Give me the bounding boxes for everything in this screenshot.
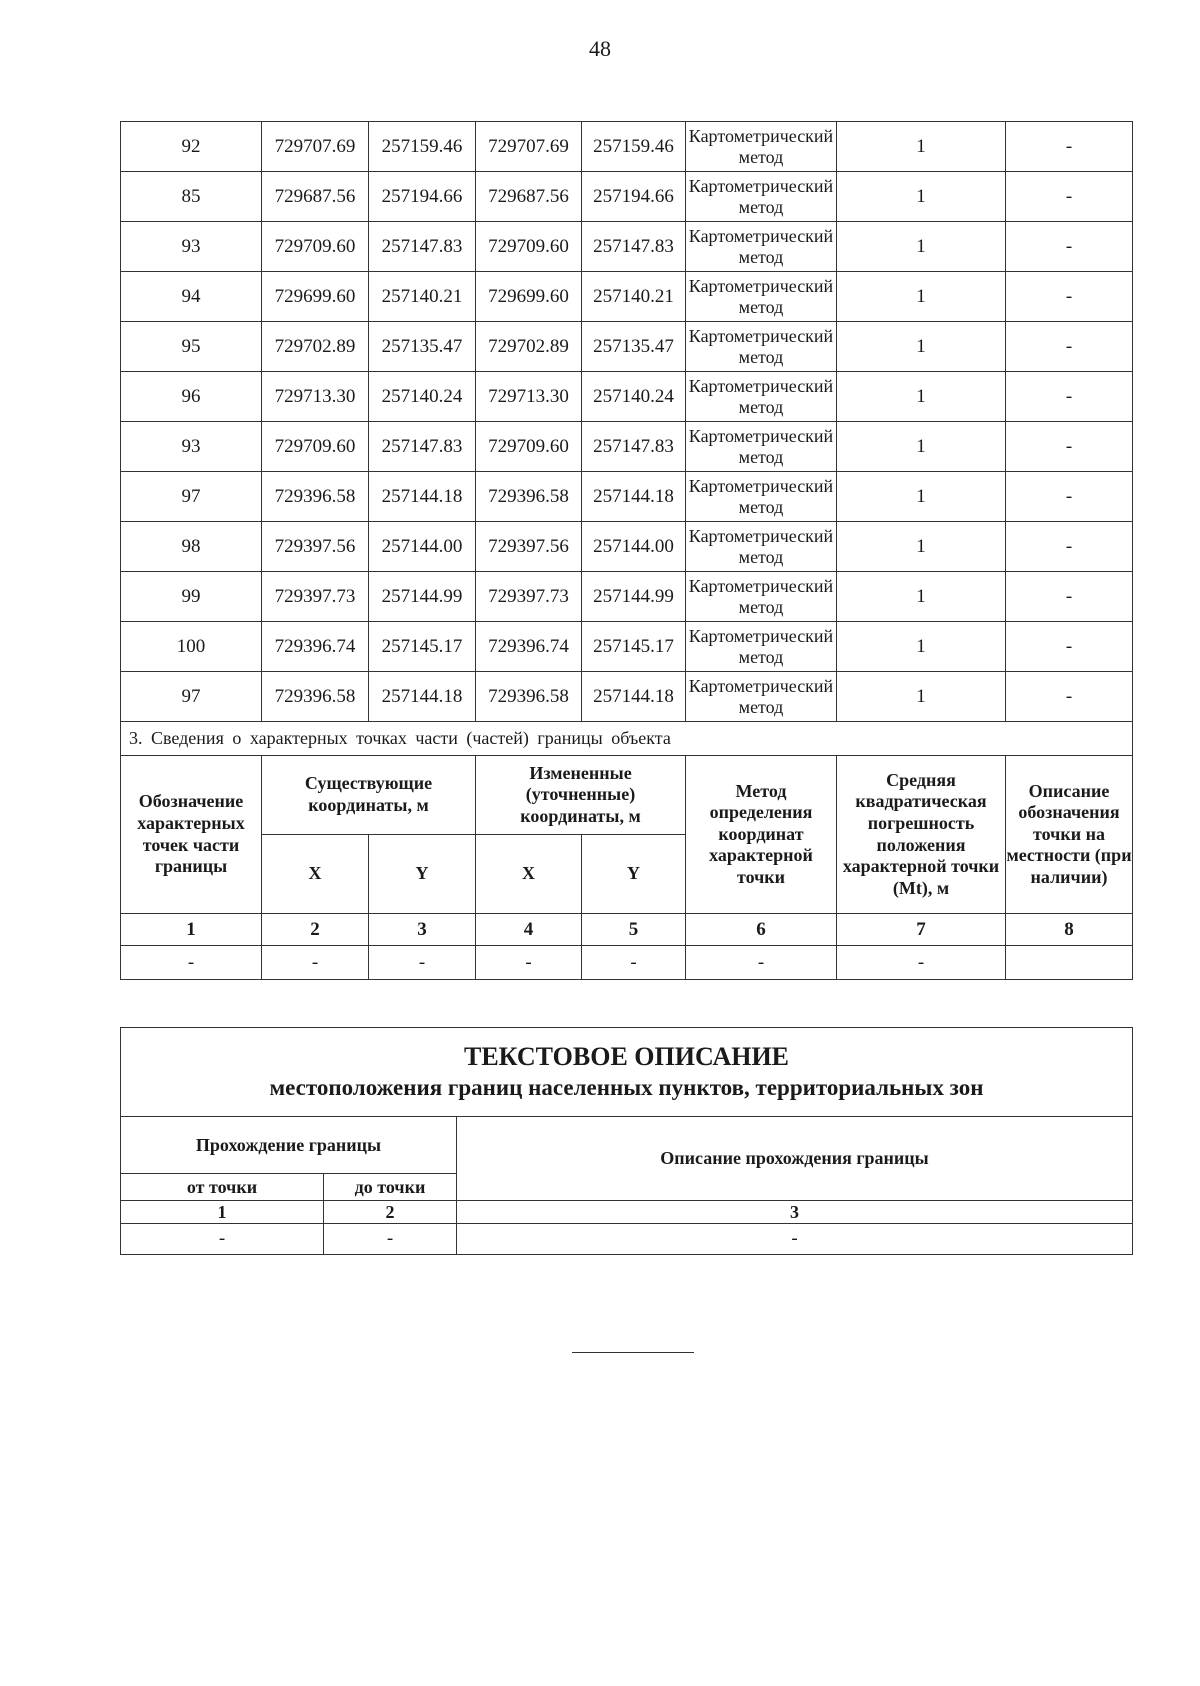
header-changed-x: X bbox=[476, 835, 582, 914]
description-cell: - bbox=[1006, 472, 1133, 522]
table-row bbox=[121, 672, 1133, 722]
accuracy-cell: 1 bbox=[837, 222, 1006, 272]
method-cell: Картометрический метод bbox=[686, 472, 837, 522]
point-cell: 93 bbox=[121, 422, 262, 472]
header-description: Описание обозначения точки на местности (при наличии) bbox=[1006, 756, 1133, 914]
header-existing-y: Y bbox=[369, 835, 476, 914]
column-number: 2 bbox=[262, 914, 369, 946]
method-cell: Картометрический метод bbox=[686, 522, 837, 572]
column-number: 3 bbox=[369, 914, 476, 946]
point-cell: 92 bbox=[121, 122, 262, 172]
accuracy-cell: 1 bbox=[837, 322, 1006, 372]
changed-x-cell: 729707.69 bbox=[476, 122, 582, 172]
description-cell: - bbox=[1006, 222, 1133, 272]
changed-y-cell: 257140.24 bbox=[582, 372, 686, 422]
existing-x-cell: 729699.60 bbox=[262, 272, 369, 322]
method-cell: Картометрический метод bbox=[686, 222, 837, 272]
point-cell: 96 bbox=[121, 372, 262, 422]
column-number: 7 bbox=[837, 914, 1006, 946]
column-number: 6 bbox=[686, 914, 837, 946]
accuracy-cell: 1 bbox=[837, 622, 1006, 672]
description-cell: - bbox=[1006, 272, 1133, 322]
point-cell: 95 bbox=[121, 322, 262, 372]
empty-cell: - bbox=[686, 946, 837, 980]
desc-column-numbers-row bbox=[121, 1201, 1133, 1224]
table-row bbox=[121, 172, 1133, 222]
changed-x-cell: 729397.73 bbox=[476, 572, 582, 622]
empty-cell: - bbox=[121, 946, 262, 980]
column-number: 5 bbox=[582, 914, 686, 946]
changed-x-cell: 729699.60 bbox=[476, 272, 582, 322]
document-subtitle: местоположения границ населенных пунктов, территориальных зон bbox=[269, 1074, 984, 1100]
table-row bbox=[121, 522, 1133, 572]
description-cell: - bbox=[1006, 522, 1133, 572]
existing-y-cell: 257144.00 bbox=[369, 522, 476, 572]
existing-x-cell: 729707.69 bbox=[262, 122, 369, 172]
point-cell: 99 bbox=[121, 572, 262, 622]
point-cell: 100 bbox=[121, 622, 262, 672]
column-number: 1 bbox=[121, 1201, 324, 1224]
table-row bbox=[121, 272, 1133, 322]
table-row bbox=[121, 122, 1133, 172]
column-number: 1 bbox=[121, 914, 262, 946]
changed-x-cell: 729709.60 bbox=[476, 222, 582, 272]
table-row bbox=[121, 222, 1133, 272]
existing-y-cell: 257194.66 bbox=[369, 172, 476, 222]
empty-cell: - bbox=[369, 946, 476, 980]
header-method: Метод определения координат характерной точки bbox=[686, 756, 837, 914]
empty-cell: - bbox=[476, 946, 582, 980]
changed-y-cell: 257144.18 bbox=[582, 672, 686, 722]
description-cell: - bbox=[1006, 672, 1133, 722]
method-cell: Картометрический метод bbox=[686, 422, 837, 472]
changed-y-cell: 257147.83 bbox=[582, 222, 686, 272]
changed-x-cell: 729713.30 bbox=[476, 372, 582, 422]
document-title: ТЕКСТОВОЕ ОПИСАНИЕ bbox=[464, 1042, 790, 1072]
description-cell: - bbox=[1006, 372, 1133, 422]
existing-y-cell: 257135.47 bbox=[369, 322, 476, 372]
header-existing-x: X bbox=[262, 835, 369, 914]
existing-x-cell: 729396.58 bbox=[262, 672, 369, 722]
accuracy-cell: 1 bbox=[837, 422, 1006, 472]
table-row bbox=[121, 572, 1133, 622]
changed-y-cell: 257147.83 bbox=[582, 422, 686, 472]
header-to-point: до точки bbox=[324, 1174, 457, 1201]
text-description-title-block bbox=[121, 1028, 1133, 1117]
method-cell: Картометрический метод bbox=[686, 672, 837, 722]
point-cell: 98 bbox=[121, 522, 262, 572]
description-cell: - bbox=[1006, 622, 1133, 672]
empty-cell: - bbox=[457, 1224, 1133, 1255]
description-cell: - bbox=[1006, 322, 1133, 372]
accuracy-cell: 1 bbox=[837, 572, 1006, 622]
changed-x-cell: 729396.74 bbox=[476, 622, 582, 672]
accuracy-cell: 1 bbox=[837, 672, 1006, 722]
existing-x-cell: 729687.56 bbox=[262, 172, 369, 222]
existing-y-cell: 257145.17 bbox=[369, 622, 476, 672]
method-cell: Картометрический метод bbox=[686, 622, 837, 672]
accuracy-cell: 1 bbox=[837, 372, 1006, 422]
existing-x-cell: 729396.58 bbox=[262, 472, 369, 522]
method-cell: Картометрический метод bbox=[686, 272, 837, 322]
table-row bbox=[121, 372, 1133, 422]
changed-y-cell: 257159.46 bbox=[582, 122, 686, 172]
existing-y-cell: 257144.18 bbox=[369, 672, 476, 722]
column-number: 8 bbox=[1006, 914, 1133, 946]
header-changed-coords: Измененные (уточненные) координаты, м bbox=[476, 756, 686, 835]
existing-x-cell: 729713.30 bbox=[262, 372, 369, 422]
desc-empty-row bbox=[121, 1224, 1133, 1255]
accuracy-cell: 1 bbox=[837, 272, 1006, 322]
section-3-empty-row bbox=[121, 946, 1133, 980]
existing-y-cell: 257147.83 bbox=[369, 222, 476, 272]
changed-y-cell: 257140.21 bbox=[582, 272, 686, 322]
point-cell: 93 bbox=[121, 222, 262, 272]
changed-x-cell: 729702.89 bbox=[476, 322, 582, 372]
existing-y-cell: 257144.99 bbox=[369, 572, 476, 622]
point-cell: 85 bbox=[121, 172, 262, 222]
table-row bbox=[121, 622, 1133, 672]
description-cell: - bbox=[1006, 572, 1133, 622]
changed-y-cell: 257144.18 bbox=[582, 472, 686, 522]
empty-cell bbox=[1006, 946, 1133, 980]
boundary-points-table bbox=[120, 121, 1133, 980]
section-3-caption: 3. Сведения о характерных точках части (частей) границы объекта bbox=[121, 722, 1133, 756]
existing-x-cell: 729397.73 bbox=[262, 572, 369, 622]
changed-x-cell: 729396.58 bbox=[476, 672, 582, 722]
existing-y-cell: 257140.24 bbox=[369, 372, 476, 422]
point-cell: 94 bbox=[121, 272, 262, 322]
empty-cell: - bbox=[837, 946, 1006, 980]
boundary-points-body bbox=[121, 122, 1133, 722]
changed-x-cell: 729396.58 bbox=[476, 472, 582, 522]
section-3-block bbox=[121, 722, 1133, 980]
end-of-document-rule bbox=[572, 1352, 694, 1353]
header-from-point: от точки bbox=[121, 1174, 324, 1201]
header-point-designation: Обозначение характерных точек части границы bbox=[121, 756, 262, 914]
existing-y-cell: 257140.21 bbox=[369, 272, 476, 322]
method-cell: Картометрический метод bbox=[686, 322, 837, 372]
description-cell: - bbox=[1006, 422, 1133, 472]
description-cell: - bbox=[1006, 122, 1133, 172]
changed-y-cell: 257144.99 bbox=[582, 572, 686, 622]
existing-y-cell: 257144.18 bbox=[369, 472, 476, 522]
header-changed-y: Y bbox=[582, 835, 686, 914]
header-boundary-passage: Прохождение границы bbox=[121, 1117, 457, 1174]
changed-x-cell: 729397.56 bbox=[476, 522, 582, 572]
method-cell: Картометрический метод bbox=[686, 572, 837, 622]
header-passage-description: Описание прохождения границы bbox=[457, 1117, 1133, 1201]
method-cell: Картометрический метод bbox=[686, 172, 837, 222]
method-cell: Картометрический метод bbox=[686, 372, 837, 422]
empty-cell: - bbox=[262, 946, 369, 980]
existing-x-cell: 729397.56 bbox=[262, 522, 369, 572]
accuracy-cell: 1 bbox=[837, 472, 1006, 522]
changed-y-cell: 257194.66 bbox=[582, 172, 686, 222]
changed-y-cell: 257145.17 bbox=[582, 622, 686, 672]
column-number: 4 bbox=[476, 914, 582, 946]
header-existing-coords: Существующие координаты, м bbox=[262, 756, 476, 835]
method-cell: Картометрический метод bbox=[686, 122, 837, 172]
point-cell: 97 bbox=[121, 672, 262, 722]
table-row bbox=[121, 422, 1133, 472]
changed-x-cell: 729709.60 bbox=[476, 422, 582, 472]
table-row bbox=[121, 322, 1133, 372]
existing-y-cell: 257159.46 bbox=[369, 122, 476, 172]
changed-y-cell: 257144.00 bbox=[582, 522, 686, 572]
column-numbers-row bbox=[121, 914, 1133, 946]
point-cell: 97 bbox=[121, 472, 262, 522]
existing-x-cell: 729709.60 bbox=[262, 222, 369, 272]
existing-x-cell: 729709.60 bbox=[262, 422, 369, 472]
accuracy-cell: 1 bbox=[837, 122, 1006, 172]
accuracy-cell: 1 bbox=[837, 522, 1006, 572]
header-accuracy: Средняя квадратическая погрешность положения характерной точки (Mt), м bbox=[837, 756, 1006, 914]
column-number: 3 bbox=[457, 1201, 1133, 1224]
table-row bbox=[121, 472, 1133, 522]
page-number: 48 bbox=[589, 36, 611, 61]
existing-x-cell: 729396.74 bbox=[262, 622, 369, 672]
existing-x-cell: 729702.89 bbox=[262, 322, 369, 372]
description-cell: - bbox=[1006, 172, 1133, 222]
empty-cell: - bbox=[121, 1224, 324, 1255]
accuracy-cell: 1 bbox=[837, 172, 1006, 222]
existing-y-cell: 257147.83 bbox=[369, 422, 476, 472]
empty-cell: - bbox=[324, 1224, 457, 1255]
column-number: 2 bbox=[324, 1201, 457, 1224]
changed-y-cell: 257135.47 bbox=[582, 322, 686, 372]
changed-x-cell: 729687.56 bbox=[476, 172, 582, 222]
text-description-table bbox=[120, 1027, 1133, 1255]
empty-cell: - bbox=[582, 946, 686, 980]
